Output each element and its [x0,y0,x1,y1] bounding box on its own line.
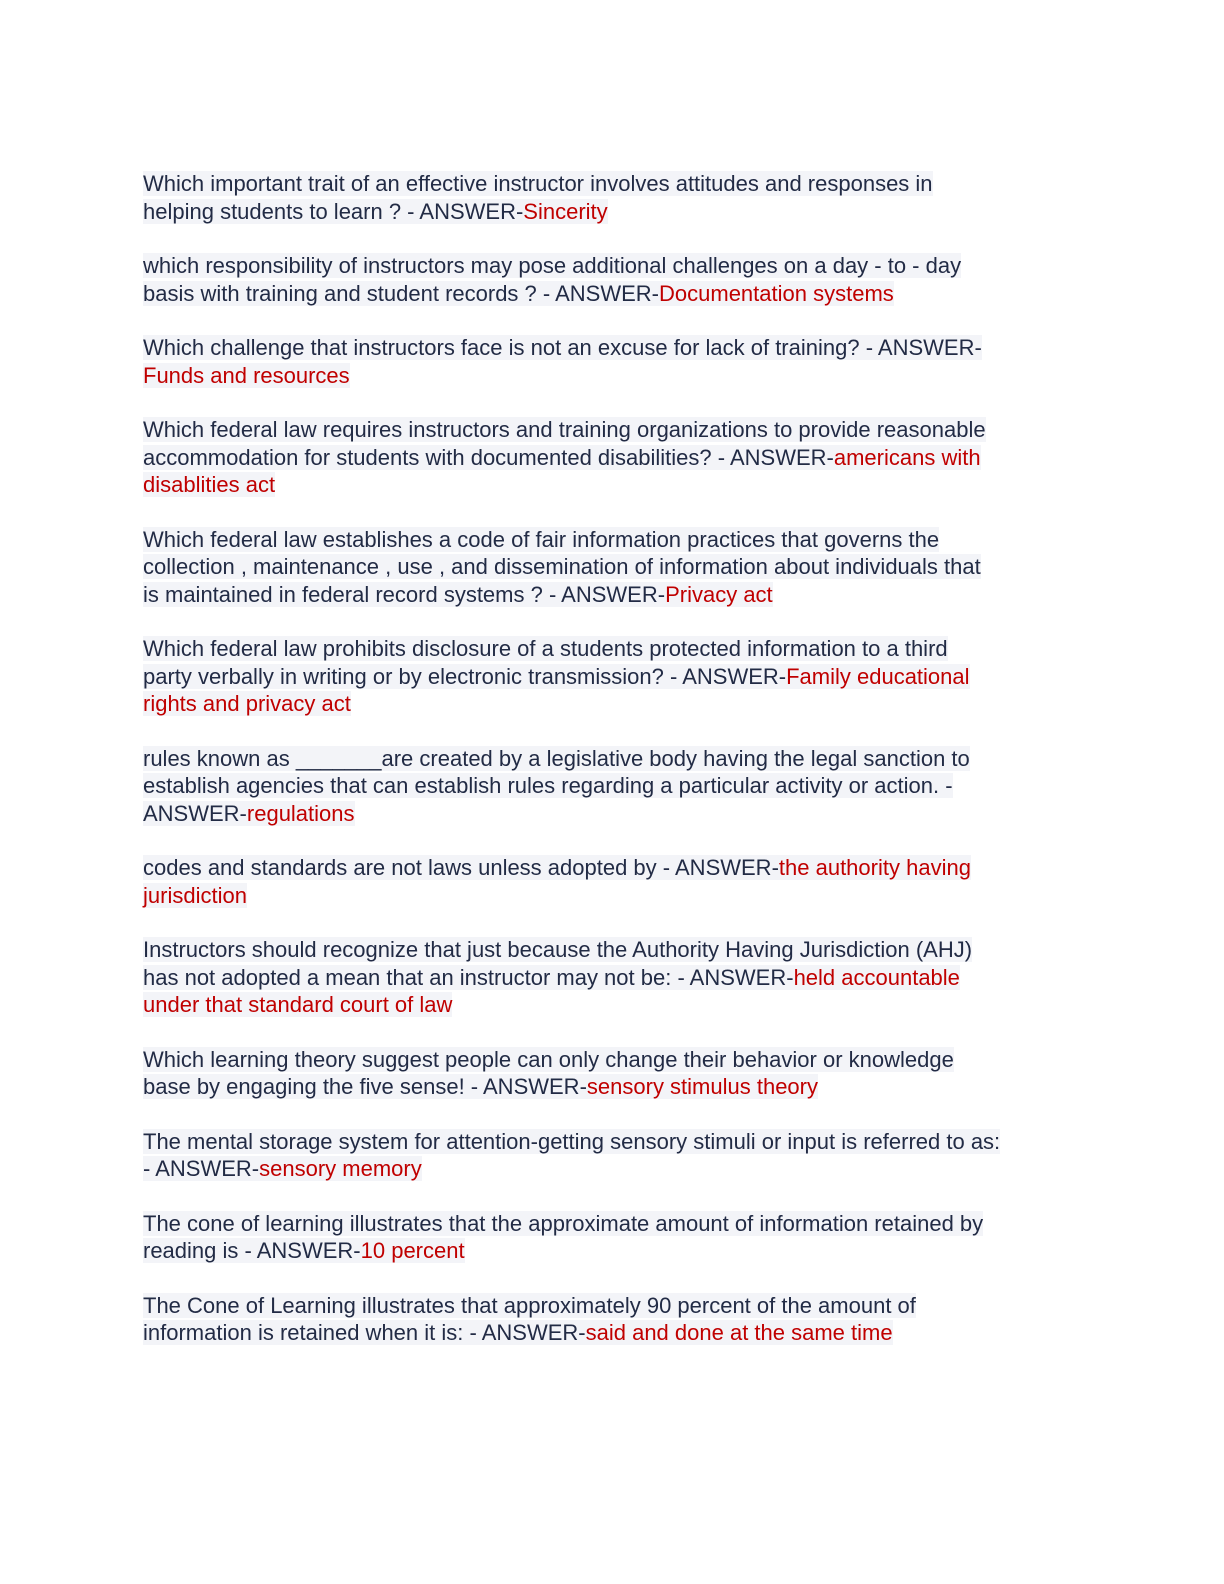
text-line [143,964,1078,992]
text-line [143,690,1078,718]
line-highlight [143,1238,465,1263]
answer-text: Sincerity [523,198,608,224]
line-highlight [143,417,986,442]
question-text: helping students to learn ? - ANSWER- [143,198,524,224]
answer-text: americans with [833,444,981,470]
line-highlight [143,1211,983,1236]
answer-text: Documentation systems [659,280,894,306]
answer-text: sensory memory [259,1156,422,1181]
qa-item [143,936,1078,1019]
question-text: Which important trait of an effective instructor involves attitudes and responses in [143,171,933,196]
line-highlight [143,1074,818,1099]
question-text: The cone of learning illustrates that the approximate amount of information retained by [143,1210,984,1236]
answer-text: Family educational [786,663,970,689]
answer-text: under that standard court of law [143,992,453,1017]
answer-text: the authority having [778,855,971,880]
text-line [143,553,1078,581]
document-page [143,170,1078,1374]
text-line [143,991,1078,1019]
line-highlight [143,883,247,908]
qa-item [143,334,1078,389]
line-highlight [143,992,452,1017]
question-text: Which federal law prohibits disclosure of a students protected information to a third [143,636,948,661]
line-highlight [143,445,981,470]
qa-item [143,1210,1078,1265]
line-highlight [143,1047,954,1072]
qa-item [143,416,1078,499]
question-text: - ANSWER- [143,1156,260,1181]
question-text: base by engaging the five sense! - ANSWER- [143,1074,587,1099]
answer-text: disablities act [143,472,276,497]
question-text: reading is - ANSWER- [143,1238,361,1263]
text-line [143,1237,1078,1265]
question-text: accommodation for students with documented disabilities? - ANSWER- [143,444,834,470]
qa-item [143,252,1078,307]
answer-text: 10 percent [360,1238,465,1263]
text-line [143,635,1078,663]
text-line [143,1319,1078,1347]
text-line [143,663,1078,691]
qa-item [143,170,1078,225]
question-text: The Cone of Learning illustrates that approximately 90 percent of the amount of [143,1292,916,1318]
text-line [143,334,1078,362]
question-text: Which federal law requires instructors and training organizations to provide reasonable [143,417,986,442]
question-text: Which challenge that instructors face is not an excuse for lack of training? - ANSWER- [143,335,982,360]
line-highlight [143,363,350,388]
question-text: Instructors should recognize that just because the Authority Having Jurisdiction (AHJ) [143,937,973,962]
line-highlight [143,664,970,689]
question-text: is maintained in federal record systems ? - ANSWER- [143,581,666,607]
qa-item [143,745,1078,828]
line-highlight [143,773,953,798]
line-highlight [143,691,351,716]
line-highlight [143,1129,1000,1154]
qa-item [143,854,1078,909]
question-text: Which federal law establishes a code of fair information practices that governs the [143,526,940,552]
qa-item [143,1128,1078,1183]
line-highlight [143,1293,916,1318]
qa-item [143,635,1078,718]
qa-item [143,1046,1078,1101]
line-highlight [143,472,275,497]
text-line [143,1210,1078,1238]
line-highlight [143,965,960,990]
answer-text: sensory stimulus theory [586,1074,818,1099]
text-line [143,471,1078,499]
line-highlight [143,1156,422,1181]
question-text: ANSWER- [143,800,247,826]
answer-text: Privacy act [665,581,773,607]
text-line [143,362,1078,390]
text-line [143,1046,1078,1074]
text-line [143,1073,1078,1101]
line-highlight [143,746,970,771]
answer-text: jurisdiction [143,882,247,908]
answer-text: Funds and resources [143,362,350,388]
question-text: establish agencies that can establish rules regarding a particular activity or action. - [143,773,953,798]
text-line [143,526,1078,554]
question-text: information is retained when it is: - ANSWER- [143,1320,586,1345]
line-highlight [143,636,948,661]
text-line [143,444,1078,472]
text-line [143,772,1078,800]
text-line [143,416,1078,444]
text-line [143,1128,1078,1156]
text-line [143,198,1078,226]
question-text: codes and standards are not laws unless adopted by - ANSWER- [143,855,779,880]
line-highlight [143,527,939,552]
line-highlight [143,855,971,880]
question-text: collection , maintenance , use , and dissemination of information about individuals that [143,554,981,579]
question-text: has not adopted a mean that an instructor may not be: - ANSWER- [143,964,794,990]
line-highlight [143,281,894,306]
line-highlight [143,171,933,196]
line-highlight [143,335,982,360]
answer-text: held accountable [793,964,960,990]
answer-text: rights and privacy act [143,691,351,716]
line-highlight [143,937,972,962]
text-line [143,800,1078,828]
text-line [143,252,1078,280]
question-text: The mental storage system for attention-getting sensory stimuli or input is referred to as: [143,1128,1001,1154]
text-line [143,1292,1078,1320]
line-highlight [143,554,981,579]
text-line [143,170,1078,198]
line-highlight [143,1320,893,1345]
question-text: party verbally in writing or by electronic transmission? - ANSWER- [143,663,787,689]
qa-item [143,526,1078,609]
answer-text: said and done at the same time [585,1320,893,1345]
line-highlight [143,582,773,607]
text-line [143,854,1078,882]
line-highlight [143,199,608,224]
question-text: rules known as _______are created by a legislative body having the legal sanction to [143,745,970,771]
text-line [143,745,1078,773]
qa-item [143,1292,1078,1347]
line-highlight [143,253,961,278]
question-text: Which learning theory suggest people can only change their behavior or knowledge [143,1046,954,1072]
question-text: basis with training and student records ? - ANSWER- [143,280,660,306]
text-line [143,936,1078,964]
text-line [143,882,1078,910]
text-line [143,280,1078,308]
line-highlight [143,801,355,826]
answer-text: regulations [246,800,355,826]
text-line [143,581,1078,609]
text-line [143,1155,1078,1183]
question-text: which responsibility of instructors may pose additional challenges on a day - to - day [143,253,962,278]
